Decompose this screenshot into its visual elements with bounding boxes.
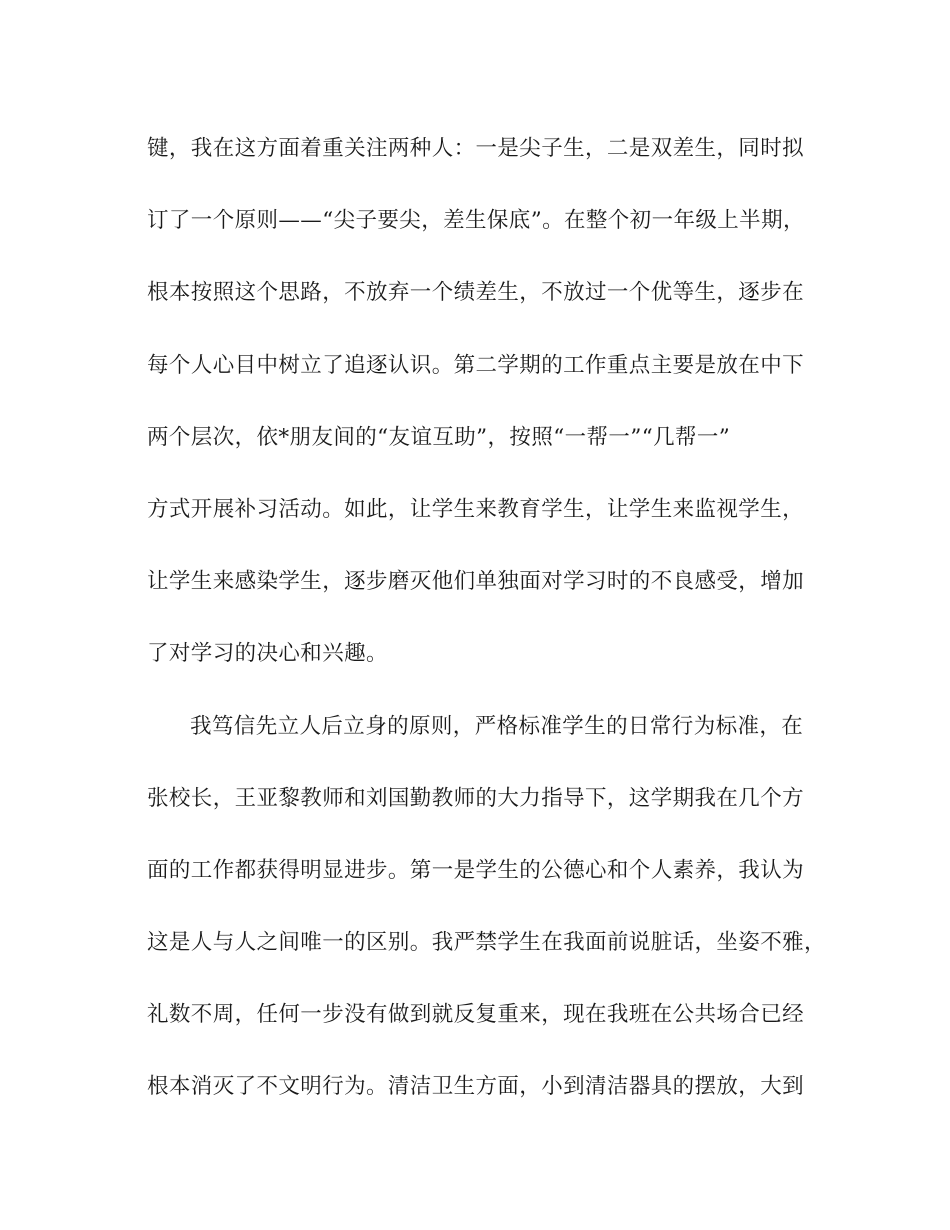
text-line: 订了一个原则——“尖子要尖，差生保底”。在整个初一年级上半期， (147, 208, 805, 234)
text-line: 根本按照这个思路，不放弃一个绩差生，不放过一个优等生，逐步在 (147, 280, 805, 306)
text-line: 礼数不周，任何一步没有做到就反复重来，现在我班在公共场合已经 (147, 1002, 805, 1028)
text-line: 每个人心目中树立了追逐认识。第二学期的工作重点主要是放在中下 (147, 352, 805, 378)
text-line: 方式开展补习活动。如此，让学生来教育学生，让学生来监视学生， (147, 496, 805, 522)
paragraph (147, 120, 812, 683)
document-body (147, 120, 826, 1131)
text-line: 张校长，王亚黎教师和刘国勤教师的大力指导下，这学期我在几个方 (147, 785, 805, 811)
text-line: 根本消灭了不文明行为。清洁卫生方面，小到清洁器具的摆放，大到 (147, 1074, 805, 1100)
text-line: 面的工作都获得明显进步。第一是学生的公德心和个人素养，我认为 (147, 857, 805, 883)
text-line: 两个层次，依*朋友间的“友谊互助”，按照“一帮一”“几帮一” (147, 424, 731, 450)
paragraph (147, 698, 826, 1117)
text-line: 键，我在这方面着重关注两种人：一是尖子生，二是双差生，同时拟 (147, 136, 805, 161)
text-line: 这是人与人之间唯一的区别。我严禁学生在我面前说脏话，坐姿不雅， (147, 930, 826, 956)
text-line: 了对学习的决心和兴趣。 (147, 641, 388, 667)
text-line: 让学生来感染学生，逐步磨灭他们单独面对学习时的不良感受，增加 (147, 569, 805, 595)
text-line: 我笃信先立人后立身的原则，严格标准学生的日常行为标准，在 (190, 713, 804, 739)
